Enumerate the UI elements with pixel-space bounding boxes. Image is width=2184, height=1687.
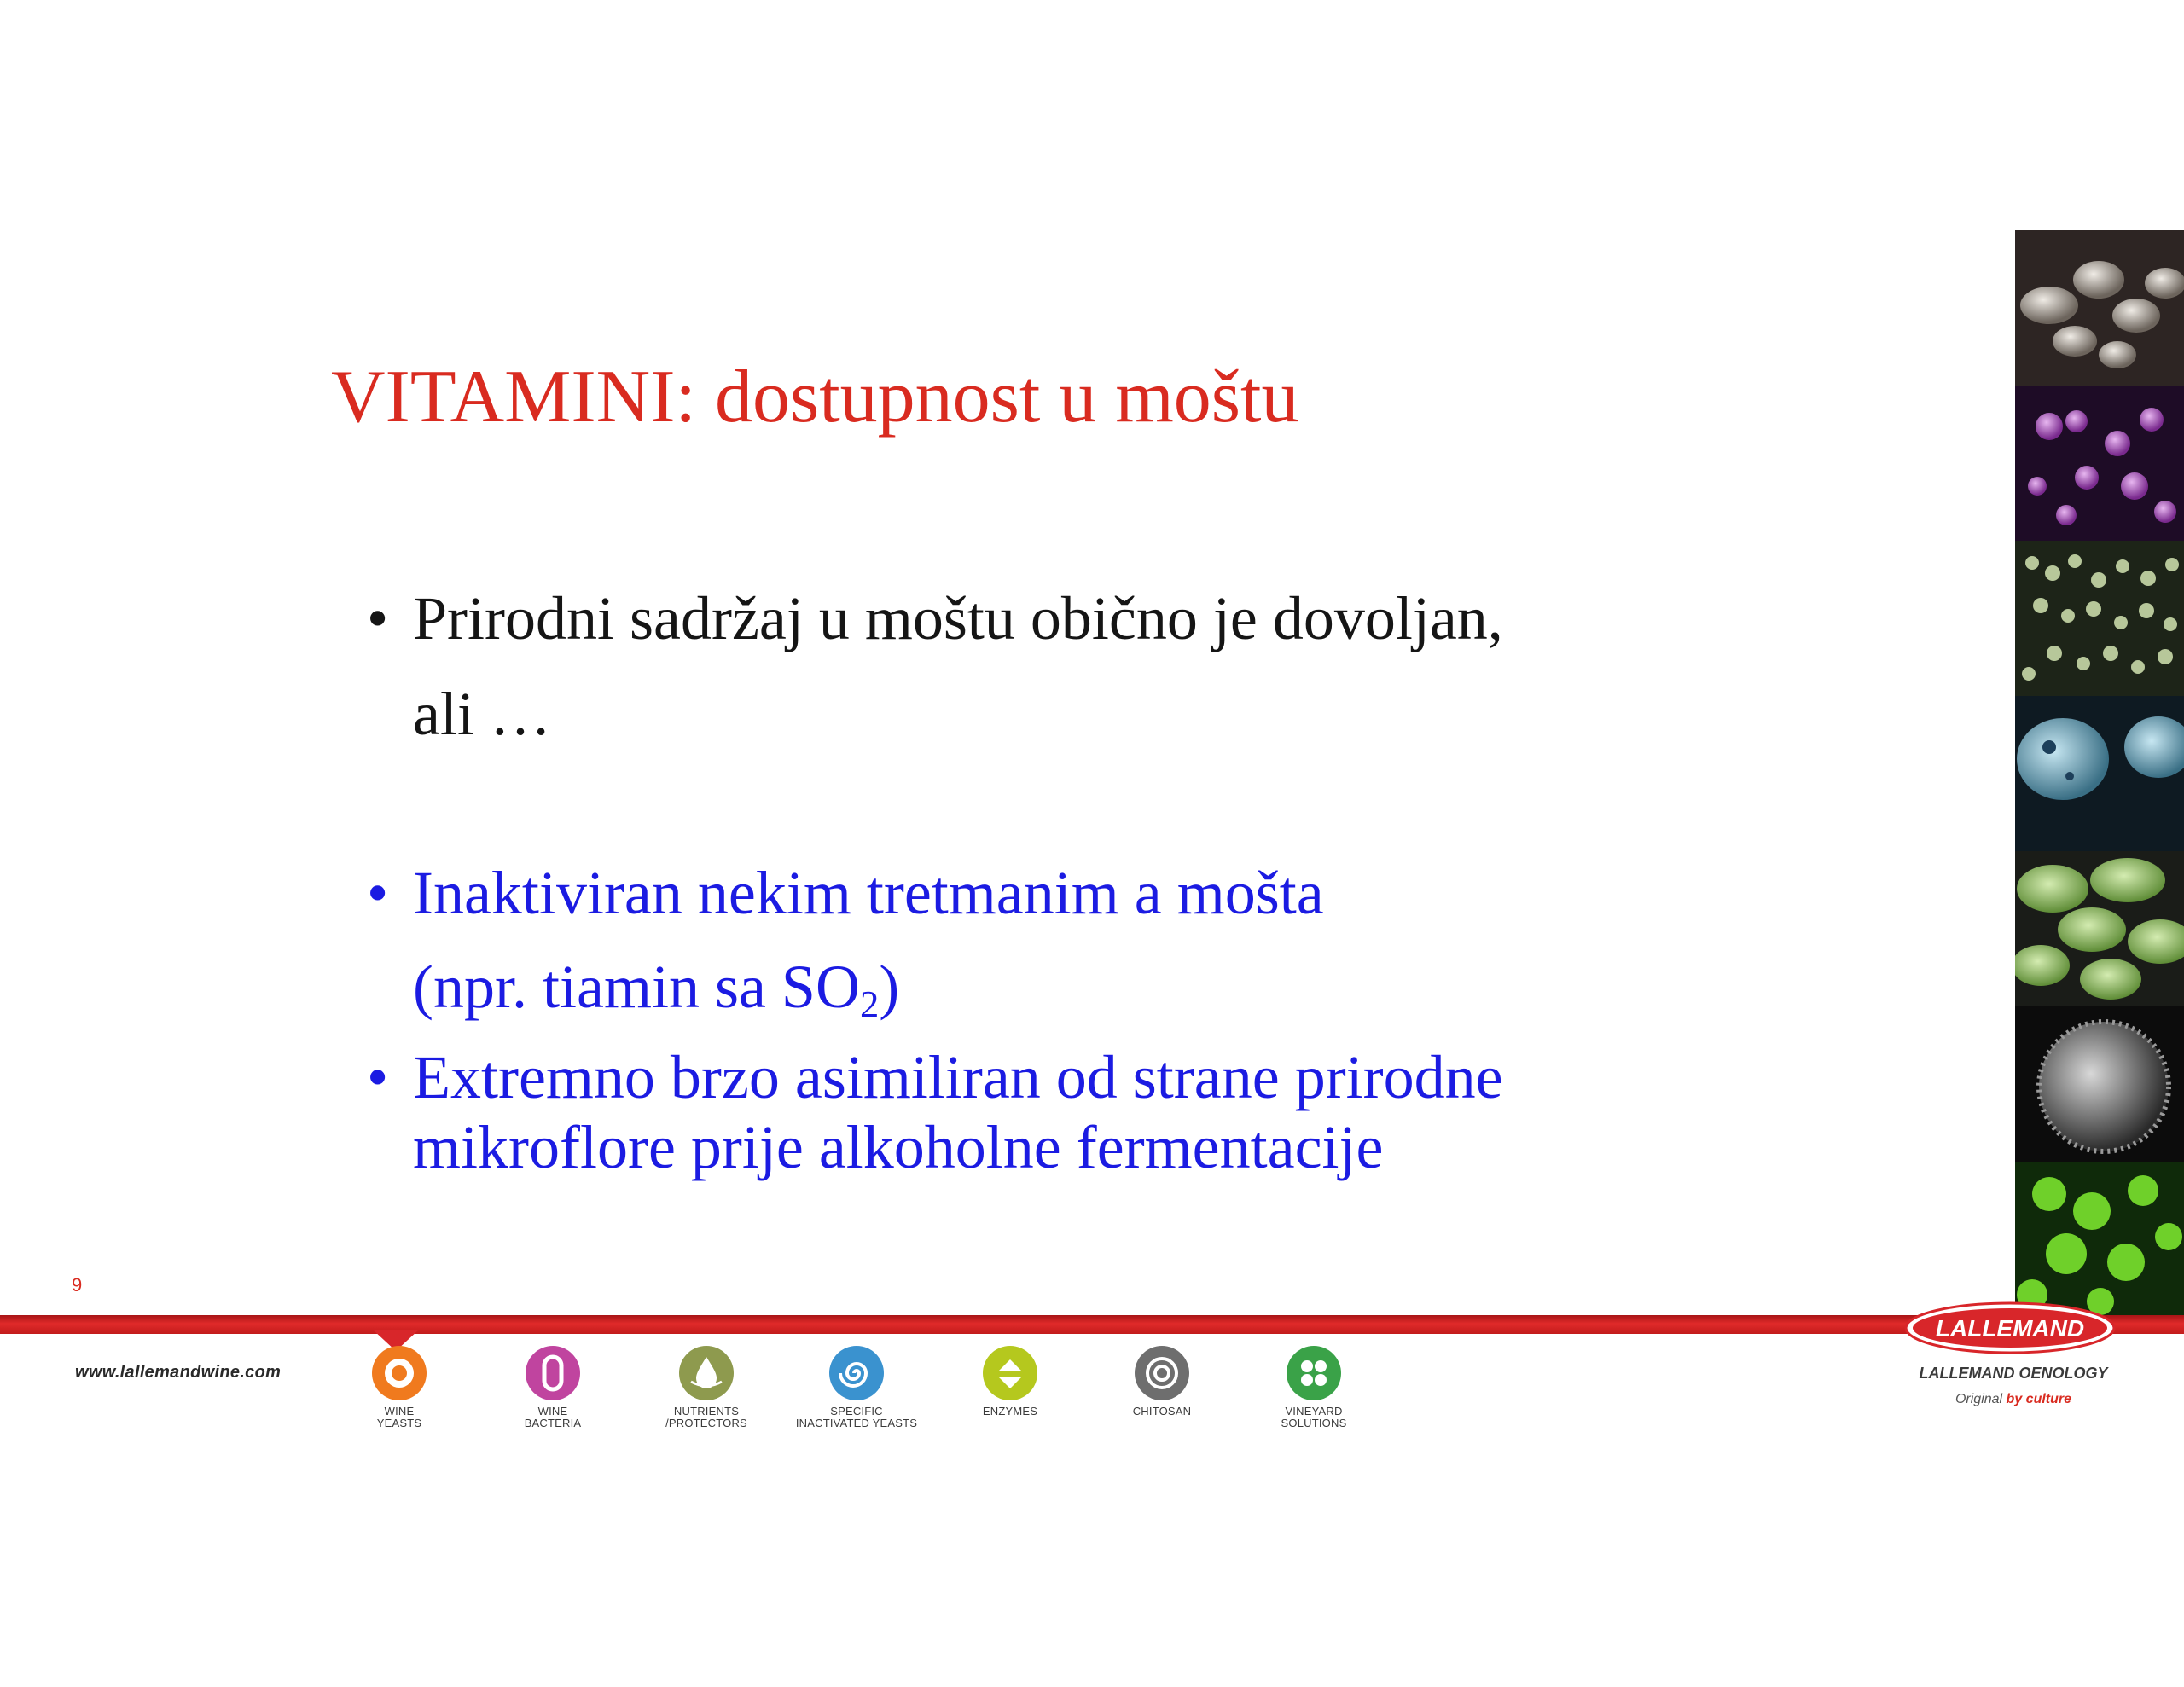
microscopy-panel (2015, 541, 2184, 696)
product-nutrients[interactable] (630, 1346, 783, 1429)
brand-subtitle: LALLEMAND OENOLOGY (1919, 1365, 2108, 1382)
product-label: BACTERIA (524, 1416, 582, 1429)
brand-name: LALLEMAND (1935, 1315, 2085, 1342)
product-label: WINE (537, 1405, 568, 1417)
so2-subscript: 2 (859, 983, 880, 1026)
microscopy-images (2015, 230, 2184, 1320)
footer-red-band (0, 1315, 2184, 1334)
product-label: ENZYMES (982, 1405, 1038, 1417)
product-inactivated-yeasts[interactable] (780, 1346, 933, 1429)
brand-tagline (1911, 1392, 2116, 1407)
slide-title: VITAMINI: dostupnost u moštu (331, 356, 1299, 438)
lallemand-logo (1904, 1301, 2116, 1354)
product-label: /PROTECTORS (665, 1416, 747, 1429)
product-label: SPECIFIC (830, 1405, 883, 1417)
product-label: VINEYARD (1285, 1405, 1343, 1417)
bullet-text-line: Extremno brzo asimiliran od strane prirodne (413, 1043, 1503, 1111)
product-label: CHITOSAN (1132, 1405, 1192, 1417)
rings-icon (1135, 1346, 1189, 1400)
tagline-accent: by culture (2006, 1392, 2072, 1406)
product-label: SOLUTIONS (1281, 1416, 1347, 1429)
tagline-prefix: Original (1955, 1392, 2007, 1406)
so2-suffix: ) (879, 953, 900, 1021)
dots-icon (1287, 1346, 1341, 1400)
bullet-dot: • (367, 1043, 389, 1111)
bullet-text-line: mikroflore prije alkoholne fermentacije (413, 1113, 1384, 1181)
product-label: YEASTS (376, 1416, 422, 1429)
page-number: 9 (72, 1274, 83, 1296)
flower-icon (372, 1346, 427, 1400)
product-label: WINE (384, 1405, 415, 1417)
spiral-icon (829, 1346, 884, 1400)
bullet-dot: • (367, 584, 389, 652)
product-vineyard-solutions[interactable] (1237, 1346, 1391, 1429)
product-label: INACTIVATED YEASTS (795, 1416, 918, 1429)
product-wine-bacteria[interactable] (476, 1346, 630, 1429)
so2-prefix: (npr. tiamin sa SO (413, 953, 860, 1021)
bullet-text-line: Inaktiviran nekim tretmanim a mošta (413, 859, 1324, 927)
bullet-text-line: Prirodni sadržaj u moštu obično je dovoljan, (413, 584, 1503, 652)
product-label: NUTRIENTS (673, 1405, 740, 1417)
bullet-text-line: ali … (413, 680, 551, 748)
website-link[interactable]: www.lallemandwine.com (75, 1363, 282, 1382)
product-wine-yeasts[interactable] (322, 1346, 476, 1429)
bullet-text-line (413, 950, 899, 1028)
bullet-dot: • (367, 859, 389, 927)
product-enzymes[interactable] (933, 1346, 1087, 1417)
capsule-icon (526, 1346, 580, 1400)
product-chitosan[interactable] (1085, 1346, 1239, 1417)
arrows-icon (983, 1346, 1037, 1400)
drop-icon (679, 1346, 734, 1400)
microscopy-photo-strip (2015, 230, 2184, 1320)
